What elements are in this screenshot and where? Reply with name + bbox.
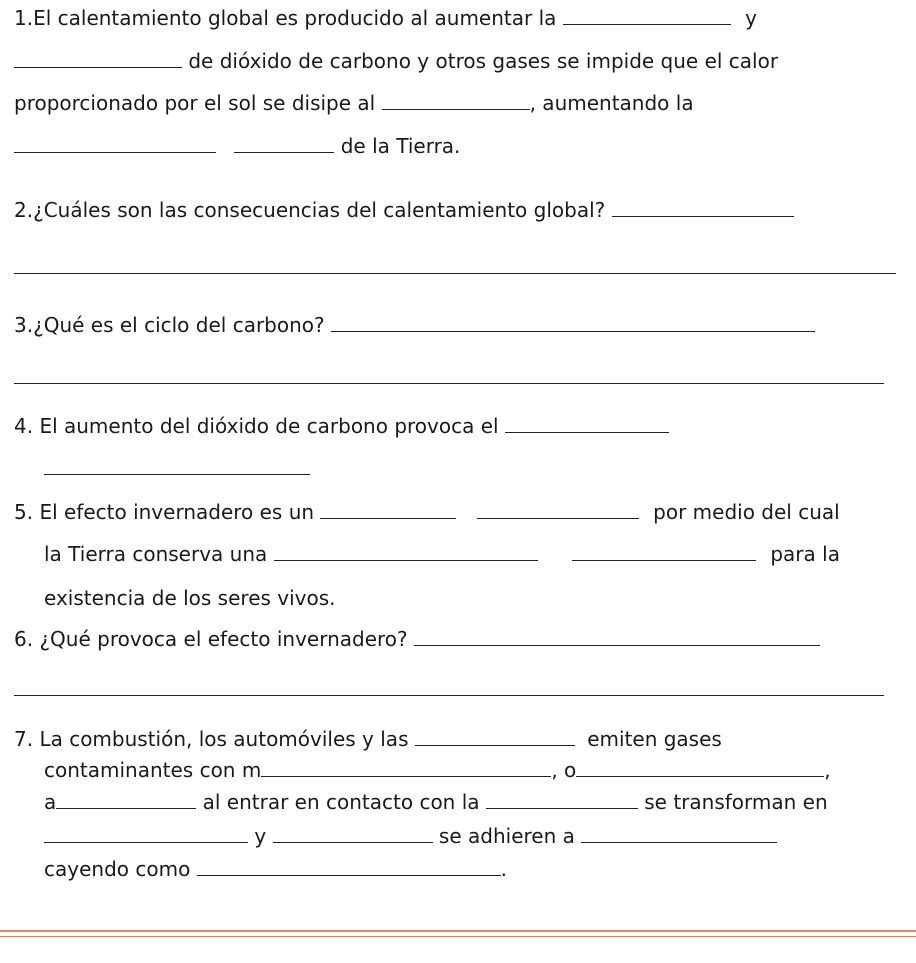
- q4-blank-1[interactable]: [505, 414, 669, 433]
- q4-text: 4. El aumento del dióxido de carbono provoca el: [14, 414, 499, 438]
- q7-blank-8[interactable]: [581, 824, 777, 843]
- q6-text: 6. ¿Qué provoca el efecto invernadero?: [14, 627, 408, 651]
- q1-text-4: de la Tierra.: [340, 134, 461, 158]
- page-bottom-border: [0, 930, 916, 937]
- q5-text-3: existencia de los seres vivos.: [44, 586, 336, 610]
- q1-text-1b: y: [745, 6, 757, 30]
- q5-blank-3[interactable]: [274, 542, 538, 561]
- q1-line-1: [14, 6, 757, 30]
- q7-blank-9[interactable]: [197, 857, 501, 876]
- q2-answer-line[interactable]: [14, 273, 896, 274]
- q5-text-2a: la Tierra conserva una: [44, 542, 268, 566]
- q7-line-3: [44, 790, 828, 814]
- q7-line-5: [44, 857, 507, 881]
- q1-text-1a: 1.El calentamiento global es producido al aumentar la: [14, 6, 557, 30]
- q7-text-3a: a: [44, 790, 57, 814]
- q7-blank-1[interactable]: [415, 727, 575, 746]
- q7-blank-7[interactable]: [273, 824, 433, 843]
- q7-text-3b: al entrar en contacto con la: [202, 790, 480, 814]
- q5-blank-1[interactable]: [320, 500, 456, 519]
- q5-line-3: [44, 586, 336, 610]
- q7-text-1b: emiten gases: [587, 727, 722, 751]
- q7-text-3c: se transforman en: [644, 790, 828, 814]
- q2-text: 2.¿Cuáles son las consecuencias del calentamiento global?: [14, 198, 606, 222]
- q1-text-3b: , aumentando la: [529, 91, 694, 115]
- q7-line-2: [44, 758, 831, 782]
- q7-blank-2[interactable]: [261, 758, 551, 777]
- q1-line-2: [14, 49, 778, 73]
- q2-blank-1[interactable]: [612, 198, 794, 217]
- q1-text-3a: proporcionado por el sol se disipe al: [14, 91, 376, 115]
- q7-text-2b: , o: [551, 758, 577, 782]
- q1-line-4: [14, 134, 460, 158]
- q7-text-4b: se adhieren a: [438, 824, 575, 848]
- q2-line-1: [14, 198, 794, 222]
- q7-blank-3[interactable]: [576, 758, 824, 777]
- q1-text-2: de dióxido de carbono y otros gases se impide que el calor: [188, 49, 779, 73]
- q7-text-2c: ,: [824, 758, 831, 782]
- q3-blank-1[interactable]: [331, 313, 815, 332]
- q5-text-1b: por medio del cual: [653, 500, 840, 524]
- q1-line-3: [14, 91, 694, 115]
- q5-text-1a: 5. El efecto invernadero es un: [14, 500, 315, 524]
- q7-blank-6[interactable]: [44, 824, 248, 843]
- q7-text-2a: contaminantes con m: [44, 758, 262, 782]
- q1-blank-2[interactable]: [14, 49, 182, 68]
- q7-text-1a: 7. La combustión, los automóviles y las: [14, 727, 409, 751]
- q6-line-1: [14, 627, 820, 651]
- q4-line-1: [14, 414, 669, 438]
- q5-blank-4[interactable]: [572, 542, 756, 561]
- q5-line-1: [14, 500, 840, 524]
- q6-answer-line[interactable]: [14, 695, 884, 696]
- q5-line-2: [44, 542, 840, 566]
- q3-text: 3.¿Qué es el ciclo del carbono?: [14, 313, 325, 337]
- q4-answer-line[interactable]: [44, 474, 310, 475]
- q7-text-5a: cayendo como: [44, 857, 191, 881]
- q7-blank-5[interactable]: [486, 790, 638, 809]
- q6-blank-1[interactable]: [414, 627, 820, 646]
- q7-text-5b: .: [500, 857, 508, 881]
- q7-line-1: [14, 727, 722, 751]
- q5-text-2b: para la: [770, 542, 840, 566]
- q7-text-4a: y: [254, 824, 267, 848]
- q1-blank-5[interactable]: [234, 134, 334, 153]
- q3-answer-line[interactable]: [14, 383, 884, 384]
- q1-blank-4[interactable]: [14, 134, 216, 153]
- q3-line-1: [14, 313, 815, 337]
- q5-blank-2[interactable]: [477, 500, 639, 519]
- q1-blank-3[interactable]: [382, 91, 530, 110]
- q1-blank-1[interactable]: [563, 6, 731, 25]
- q7-line-4: [44, 824, 777, 848]
- q7-blank-4[interactable]: [56, 790, 196, 809]
